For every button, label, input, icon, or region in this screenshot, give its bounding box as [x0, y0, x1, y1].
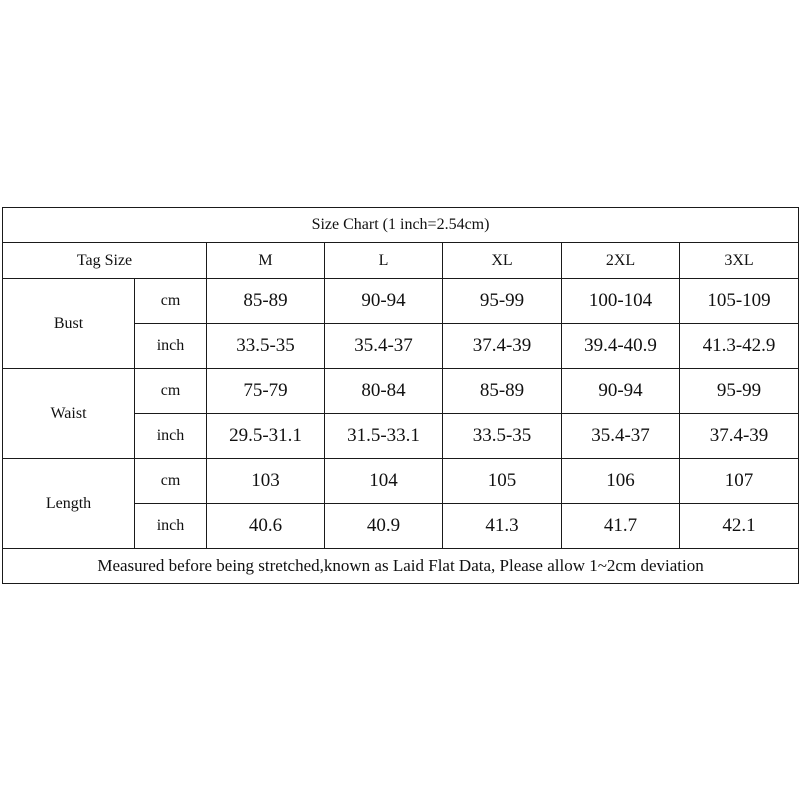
table-cell: 85-89 — [443, 369, 562, 414]
table-cell: 103 — [207, 459, 325, 504]
table-cell: 105 — [443, 459, 562, 504]
table-cell: 85-89 — [207, 279, 325, 324]
table-cell: 100-104 — [562, 279, 680, 324]
size-header-m: M — [207, 243, 325, 279]
table-cell: 41.3 — [443, 504, 562, 549]
table-cell: 80-84 — [325, 369, 443, 414]
table-cell: 40.6 — [207, 504, 325, 549]
size-header-xl: XL — [443, 243, 562, 279]
table-cell: 104 — [325, 459, 443, 504]
tag-size-header: Tag Size — [3, 243, 207, 279]
table-cell: 95-99 — [443, 279, 562, 324]
table-cell: 35.4-37 — [562, 414, 680, 459]
measurement-label-bust: Bust — [3, 279, 135, 369]
table-cell: 33.5-35 — [207, 324, 325, 369]
measurement-label-length: Length — [3, 459, 135, 549]
size-chart-table — [2, 207, 799, 584]
table-cell: 39.4-40.9 — [562, 324, 680, 369]
table-cell: 31.5-33.1 — [325, 414, 443, 459]
table-cell: 106 — [562, 459, 680, 504]
table-cell: 37.4-39 — [443, 324, 562, 369]
table-cell: 95-99 — [680, 369, 799, 414]
unit-label: cm — [135, 369, 207, 414]
chart-title: Size Chart (1 inch=2.54cm) — [3, 208, 799, 243]
size-header-3xl: 3XL — [680, 243, 799, 279]
unit-label: inch — [135, 504, 207, 549]
unit-label: cm — [135, 459, 207, 504]
measurement-label-waist: Waist — [3, 369, 135, 459]
unit-label: cm — [135, 279, 207, 324]
table-cell: 29.5-31.1 — [207, 414, 325, 459]
table-cell: 90-94 — [325, 279, 443, 324]
size-header-2xl: 2XL — [562, 243, 680, 279]
table-cell: 41.7 — [562, 504, 680, 549]
table-cell: 42.1 — [680, 504, 799, 549]
table-cell: 107 — [680, 459, 799, 504]
table-cell: 90-94 — [562, 369, 680, 414]
table-cell: 40.9 — [325, 504, 443, 549]
unit-label: inch — [135, 324, 207, 369]
unit-label: inch — [135, 414, 207, 459]
table-cell: 37.4-39 — [680, 414, 799, 459]
table-cell: 41.3-42.9 — [680, 324, 799, 369]
table-cell: 75-79 — [207, 369, 325, 414]
table-cell: 33.5-35 — [443, 414, 562, 459]
table-cell: 35.4-37 — [325, 324, 443, 369]
table-cell: 105-109 — [680, 279, 799, 324]
size-header-l: L — [325, 243, 443, 279]
footer-note: Measured before being stretched,known as Laid Flat Data, Please allow 1~2cm deviation — [3, 549, 799, 584]
